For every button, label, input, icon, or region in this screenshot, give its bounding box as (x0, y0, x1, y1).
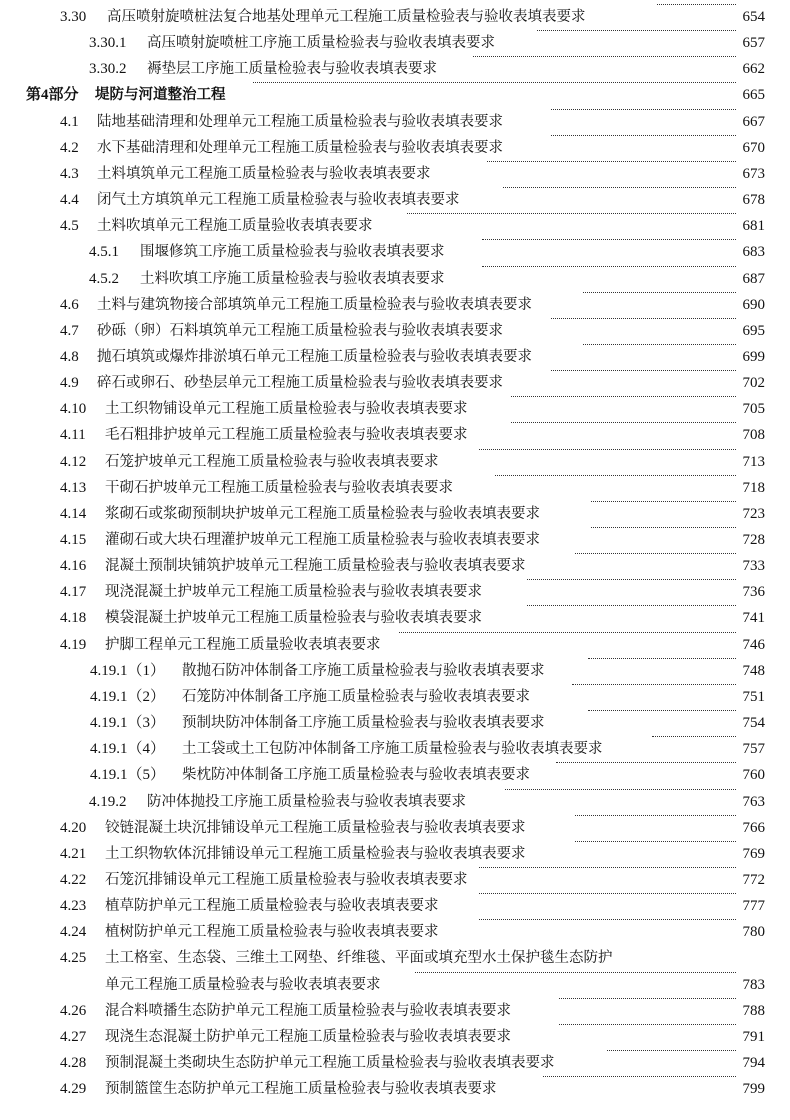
toc-entry-number: 4.19.1（1） (90, 662, 166, 679)
dot-leader (588, 710, 736, 711)
toc-entry-page-number: 705 (742, 401, 765, 418)
toc-entry-number: 4.13 (60, 479, 87, 496)
toc-entry-number: 4.8 (60, 348, 79, 365)
toc-entry[interactable] (0, 266, 790, 292)
toc-entry-title: 陆地基础清理和处理单元工程施工质量检验表与验收表填表要求 (97, 113, 503, 130)
dot-leader (551, 370, 736, 371)
toc-entry-title: 高压喷射旋喷桩工序施工质量检验表与验收表填表要求 (147, 35, 495, 52)
toc-entry-title: 土工袋或土工包防冲体制备工序施工质量检验表与验收表填表要求 (182, 741, 603, 758)
toc-entry-page-number: 723 (742, 505, 765, 522)
toc-entry[interactable] (0, 632, 790, 658)
dot-leader (482, 239, 736, 240)
toc-entry-page-number: 746 (742, 636, 765, 653)
toc-entry-title: 砂砾（卵）石料填筑单元工程施工质量检验表与验收表填表要求 (97, 322, 503, 339)
toc-entry-page-number: 751 (742, 688, 765, 705)
toc-entry[interactable] (0, 396, 790, 422)
toc-entry[interactable] (0, 344, 790, 370)
dot-leader (399, 632, 736, 633)
toc-entry-page-number: 667 (742, 113, 765, 130)
dot-leader (652, 736, 736, 737)
toc-entry-title: 混合料喷播生态防护单元工程施工质量检验表与验收表填表要求 (105, 1002, 511, 1019)
toc-entry[interactable] (0, 893, 790, 919)
toc-entry-number: 第4部分 (26, 87, 79, 104)
toc-entry-title: 碎石或卵石、砂垫层单元工程施工质量检验表与验收表填表要求 (97, 375, 503, 392)
toc-entry[interactable] (0, 815, 790, 841)
dot-leader (588, 658, 736, 659)
toc-entry-title: 土料填筑单元工程施工质量检验表与验收表填表要求 (97, 165, 431, 182)
toc-entry-number: 4.5.1 (89, 244, 119, 261)
toc-entry-page-number: 760 (742, 767, 765, 784)
dot-leader (657, 4, 736, 5)
toc-part-heading[interactable] (0, 82, 790, 108)
dot-leader (551, 135, 736, 136)
toc-entry-page-number: 690 (742, 296, 765, 313)
toc-entry-number: 4.16 (60, 558, 87, 575)
dot-leader (487, 161, 736, 162)
dot-leader (591, 501, 736, 502)
toc-entry-title: 灌砌石或大块石理灌护坡单元工程施工质量检验表与验收表填表要求 (105, 532, 540, 548)
dot-leader (575, 815, 736, 816)
toc-entry-title: 植草防护单元工程施工质量检验表与验收表填表要求 (105, 898, 439, 915)
toc-entry-title: 石笼防冲体制备工序施工质量检验表与验收表填表要求 (182, 688, 530, 705)
toc-entry-number: 4.26 (60, 1002, 87, 1019)
toc-entry-title: 土工格室、生态袋、三维土工网垫、纤维毯、平面或填充型水土保护毯生态防护 (105, 950, 613, 967)
toc-entry-page-number: 657 (742, 35, 765, 52)
toc-entry-page-number: 736 (742, 584, 765, 601)
toc-entry-page-number: 794 (742, 1055, 765, 1071)
toc-entry[interactable] (0, 684, 790, 710)
toc-entry-title: 石笼沉排铺设单元工程施工质量检验表与验收表填表要求 (105, 871, 468, 888)
toc-entry-page-number: 654 (742, 9, 765, 25)
toc-entry[interactable] (0, 449, 790, 475)
dot-leader (551, 318, 736, 319)
toc-entry[interactable] (0, 1024, 790, 1050)
toc-entry-number: 4.19.1（3） (90, 715, 166, 732)
dot-leader (583, 292, 736, 293)
toc-entry-number: 4.5 (60, 218, 79, 235)
toc-entry[interactable] (0, 187, 790, 213)
toc-entry-number: 4.11 (60, 427, 86, 444)
toc-entry[interactable] (0, 30, 790, 56)
toc-entry[interactable] (0, 292, 790, 318)
toc-entry-title: 植树防护单元工程施工质量检验表与验收表填表要求 (105, 924, 439, 941)
toc-entry-number: 4.19.1（4） (90, 741, 166, 758)
toc-entry-number: 4.7 (60, 322, 79, 339)
toc-entry[interactable] (0, 109, 790, 135)
toc-entry-page-number: 733 (742, 558, 765, 575)
toc-entry[interactable] (0, 239, 790, 265)
dot-leader (559, 1024, 736, 1025)
toc-entry[interactable] (0, 841, 790, 867)
toc-entry-page-number: 695 (742, 322, 765, 339)
dot-leader (583, 344, 736, 345)
toc-entry-number: 4.2 (60, 139, 79, 156)
toc-entry-title: 防冲体抛投工序施工质量检验表与验收表填表要求 (147, 793, 466, 810)
toc-entry-number: 4.18 (60, 610, 87, 627)
toc-entry-page-number: 757 (742, 741, 765, 758)
toc-entry[interactable] (0, 972, 790, 998)
toc-entry-page-number: 702 (742, 375, 765, 392)
toc-entry-number: 4.23 (60, 898, 87, 915)
toc-entry-number: 3.30.2 (89, 61, 127, 78)
dot-leader (503, 187, 736, 188)
toc-entry-page-number: 780 (742, 924, 765, 941)
toc-entry[interactable] (0, 762, 790, 788)
dot-leader (253, 82, 736, 83)
toc-entry-page-number: 687 (742, 270, 765, 287)
toc-entry-number: 4.9 (60, 375, 79, 392)
toc-entry-page-number: 791 (742, 1028, 765, 1045)
toc-entry-number: 4.28 (60, 1055, 87, 1071)
dot-leader (572, 684, 736, 685)
toc-entry[interactable] (0, 135, 790, 161)
toc-entry[interactable] (0, 1076, 790, 1102)
toc-entry-page-number: 708 (742, 427, 765, 444)
toc-entry-page-number: 777 (742, 898, 765, 915)
toc-entry-title: 现浇生态混凝土防护单元工程施工质量检验表与验收表填表要求 (105, 1028, 511, 1045)
toc-entry[interactable] (0, 213, 790, 239)
toc-entry-title: 高压喷射旋喷桩法复合地基处理单元工程施工质量检验表与验收表填表要求 (107, 9, 586, 25)
toc-entry[interactable] (0, 998, 790, 1024)
toc-entry-page-number: 728 (742, 532, 765, 548)
toc-entry-title: 预制篮筐生态防护单元工程施工质量检验表与验收表填表要求 (105, 1081, 497, 1098)
dot-leader (407, 213, 736, 214)
dot-leader (527, 579, 736, 580)
toc-entry[interactable] (0, 527, 790, 553)
dot-leader (479, 449, 736, 450)
toc-entry-title: 护脚工程单元工程施工质量验收表填表要求 (105, 636, 381, 653)
toc-entry-page-number: 718 (742, 479, 765, 496)
dot-leader (559, 998, 736, 999)
toc-entry-number: 4.15 (60, 532, 87, 548)
dot-leader (527, 605, 736, 606)
toc-entry-title: 闭气土方填筑单元工程施工质量检验表与验收表填表要求 (97, 192, 460, 209)
toc-entry[interactable] (0, 56, 790, 82)
toc-entry-page-number: 763 (742, 793, 765, 810)
toc-entry-title: 围堰修筑工序施工质量检验表与验收表填表要求 (140, 244, 445, 261)
toc-entry-page-number: 681 (742, 218, 765, 235)
dot-leader (591, 527, 736, 528)
toc-entry-number: 4.1 (60, 113, 79, 130)
toc-entry-title: 预制混凝土类砌块生态防护单元工程施工质量检验表与验收表填表要求 (105, 1055, 555, 1071)
toc-entry-title: 现浇混凝土护坡单元工程施工质量检验表与验收表填表要求 (105, 584, 482, 601)
toc-entry[interactable] (0, 579, 790, 605)
toc-entry[interactable] (0, 422, 790, 448)
dot-leader (607, 1050, 736, 1051)
toc-entry-title: 混凝土预制块铺筑护坡单元工程施工质量检验表与验收表填表要求 (105, 558, 526, 575)
toc-entry-page-number: 699 (742, 348, 765, 365)
toc-entry-page-number: 772 (742, 871, 765, 888)
toc-entry-title: 石笼护坡单元工程施工质量检验表与验收表填表要求 (105, 453, 439, 470)
toc-entry-title: 柴枕防冲体制备工序施工质量检验表与验收表填表要求 (182, 767, 530, 784)
toc-entry-title: 抛石填筑或爆炸排淤填石单元工程施工质量检验表与验收表填表要求 (97, 348, 532, 365)
toc-entry[interactable] (0, 867, 790, 893)
toc-entry-title: 单元工程施工质量检验表与验收表填表要求 (105, 976, 381, 993)
toc-entry-title: 土料与建筑物接合部填筑单元工程施工质量检验表与验收表填表要求 (97, 296, 532, 313)
toc-entry-number: 4.14 (60, 505, 87, 522)
dot-leader (479, 867, 736, 868)
toc-entry-title: 铰链混凝土块沉排铺设单元工程施工质量检验表与验收表填表要求 (105, 819, 526, 836)
toc-entry-title: 土料吹填工序施工质量检验表与验收表填表要求 (140, 270, 445, 287)
toc-entry-number: 3.30 (60, 9, 87, 25)
toc-entry-page-number: 766 (742, 819, 765, 836)
dot-leader (495, 475, 736, 476)
toc-entry-title: 水下基础清理和处理单元工程施工质量检验表与验收表填表要求 (97, 139, 503, 156)
dot-leader (556, 762, 736, 763)
toc-entry-number: 4.19.2 (89, 793, 127, 810)
toc-entry-number: 4.19.1（5） (90, 767, 166, 784)
toc-entry-number: 4.3 (60, 165, 79, 182)
toc-entry-number: 4.4 (60, 192, 79, 209)
dot-leader (473, 56, 736, 57)
dot-leader (575, 841, 736, 842)
toc-entry[interactable] (0, 658, 790, 684)
toc-entry-title: 褥垫层工序施工质量检验表与验收表填表要求 (147, 61, 437, 78)
toc-entry[interactable] (0, 736, 790, 762)
dot-leader (511, 396, 736, 397)
toc-entry-title: 散抛石防冲体制备工序施工质量检验表与验收表填表要求 (182, 662, 545, 679)
toc-entry-page-number: 799 (742, 1081, 765, 1098)
toc-entry-number: 4.5.2 (89, 270, 119, 287)
toc-entry-title: 干砌石护坡单元工程施工质量检验表与验收表填表要求 (105, 479, 453, 496)
toc-entry-page-number: 662 (742, 61, 765, 78)
toc-entry-page-number: 713 (742, 453, 765, 470)
toc-entry[interactable] (0, 605, 790, 631)
toc-entry[interactable] (0, 501, 790, 527)
toc-entry-page-number: 670 (742, 139, 765, 156)
toc-entry-number: 4.21 (60, 845, 87, 862)
toc-entry-page-number: 788 (742, 1002, 765, 1019)
toc-entry-title: 堤防与河道整治工程 (95, 87, 226, 104)
toc-entry-title: 土工织物铺设单元工程施工质量检验表与验收表填表要求 (105, 401, 468, 418)
toc-entry[interactable] (0, 710, 790, 736)
toc-entry-number: 3.30.1 (89, 35, 127, 52)
dot-leader (551, 109, 736, 110)
toc-entry[interactable] (0, 945, 790, 971)
toc-entry[interactable] (0, 370, 790, 396)
toc-entry-title: 模袋混凝土护坡单元工程施工质量检验表与验收表填表要求 (105, 610, 482, 627)
toc-entry[interactable] (0, 1050, 790, 1076)
toc-entry[interactable] (0, 4, 790, 30)
dot-leader (543, 1076, 736, 1077)
toc-entry-page-number: 678 (742, 192, 765, 209)
toc-entry[interactable] (0, 789, 790, 815)
toc-entry-page-number: 754 (742, 715, 765, 732)
toc-entry-number: 4.17 (60, 584, 87, 601)
toc-entry-number: 4.12 (60, 453, 87, 470)
dot-leader (479, 893, 736, 894)
dot-leader (511, 422, 736, 423)
toc-entry[interactable] (0, 919, 790, 945)
dot-leader (505, 789, 736, 790)
toc-entry-page-number: 673 (742, 165, 765, 182)
toc-entry-page-number: 683 (742, 244, 765, 261)
toc-entry-number: 4.6 (60, 296, 79, 313)
toc-entry-title: 土料吹填单元工程施工质量验收表填表要求 (97, 218, 373, 235)
toc-entry-number: 4.22 (60, 871, 87, 888)
toc-entry-page-number: 783 (742, 976, 765, 993)
toc-entry[interactable] (0, 475, 790, 501)
toc-entry-number: 4.24 (60, 924, 87, 941)
toc-entry[interactable] (0, 161, 790, 187)
toc-entry-number: 4.10 (60, 401, 87, 418)
toc-entry-title: 预制块防冲体制备工序施工质量检验表与验收表填表要求 (182, 715, 545, 732)
dot-leader (482, 266, 736, 267)
toc-entry-page-number: 665 (742, 87, 765, 104)
dot-leader (479, 919, 736, 920)
dot-leader (415, 972, 736, 973)
dot-leader (537, 30, 736, 31)
toc-entry[interactable] (0, 553, 790, 579)
toc-entry-page-number: 741 (742, 610, 765, 627)
toc-entry-number: 4.29 (60, 1081, 87, 1098)
toc-entry-page-number: 769 (742, 845, 765, 862)
toc-entry[interactable] (0, 318, 790, 344)
toc-entry-title: 浆砌石或浆砌预制块护坡单元工程施工质量检验表与验收表填表要求 (105, 505, 540, 522)
toc-entry-title: 土工织物软体沉排铺设单元工程施工质量检验表与验收表填表要求 (105, 845, 526, 862)
toc-entry-number: 4.25 (60, 950, 87, 967)
toc-entry-number: 4.19.1（2） (90, 688, 166, 705)
toc-entry-page-number: 748 (742, 662, 765, 679)
toc-entry-number: 4.19 (60, 636, 87, 653)
toc-entry-number: 4.20 (60, 819, 87, 836)
toc-entry-number: 4.27 (60, 1028, 87, 1045)
toc-entry-title: 毛石粗排护坡单元工程施工质量检验表与验收表填表要求 (105, 427, 468, 444)
dot-leader (575, 553, 736, 554)
